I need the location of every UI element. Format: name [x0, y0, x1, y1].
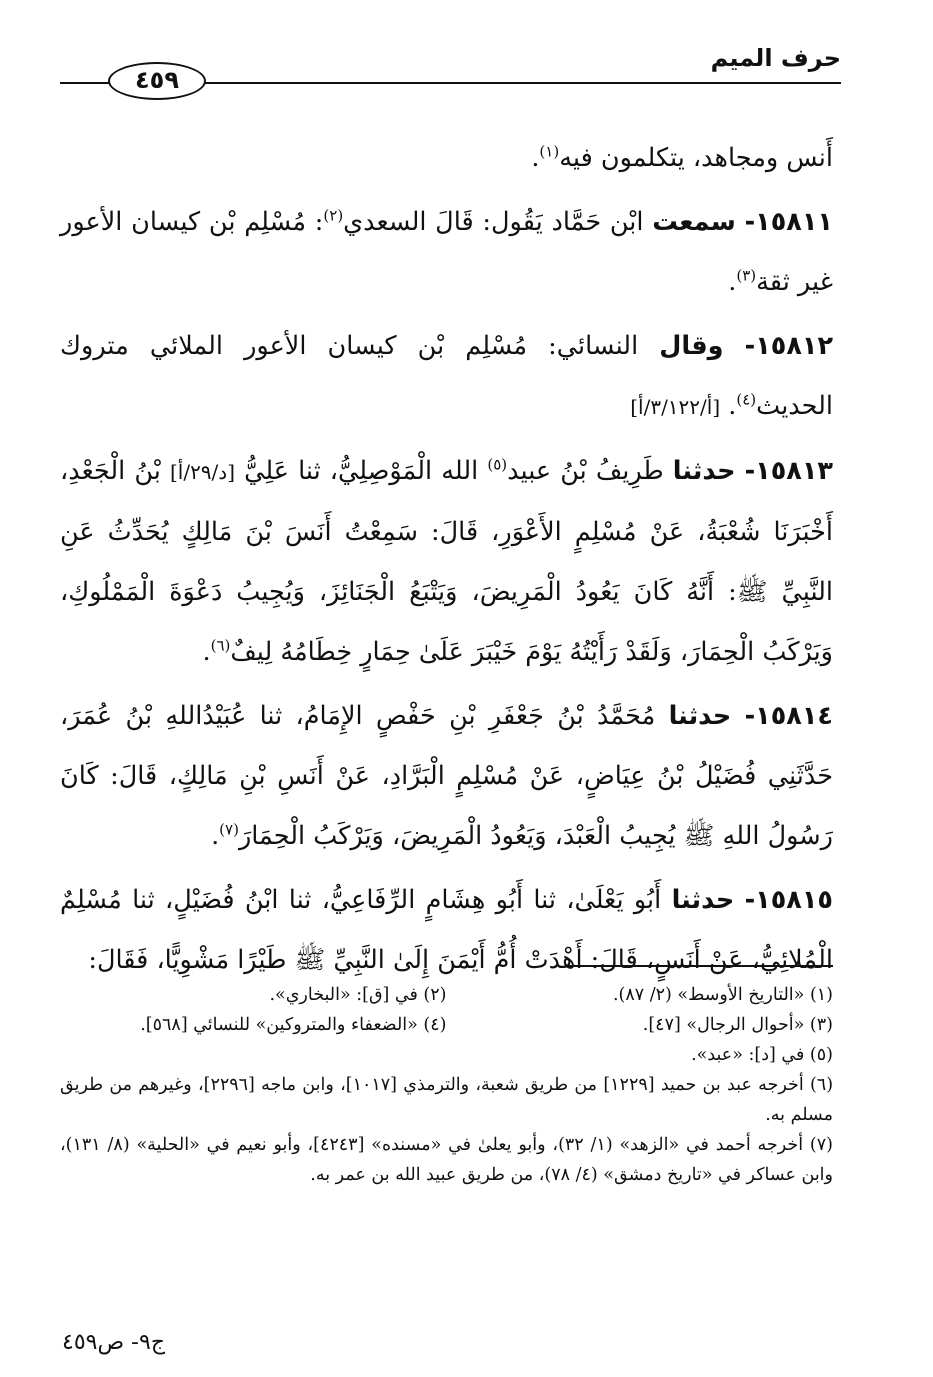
header-rule: [205, 82, 841, 84]
footnote-marker[interactable]: (١): [539, 142, 560, 161]
footnote-2: (٢) في [ق]: «البخاري».: [269, 985, 447, 1005]
paragraph-15813: ١٥٨١٣- حدثنا طَرِيفُ بْنُ عبيد$^{(٥)}$ الله الْمَوْصِلِيُّ، ثنا عَلِيُّ [د/٢٩/أ] بْنُ الْجَعْدِ، أَخْبَرَنَا شُعْبَةُ، عَنْ مُسْلِمٍ الأَعْوَرِ، قَالَ: سَمِعْتُ أَنَسَ بْنَ مَالِكٍ يُحَدِّثُ عَنِ النَّبِيِّ ﷺ: أَنَّهُ كَانَ يَعُودُ الْمَرِيضَ، وَيَتْبَعُ الْجَنَائِزَ، وَيُجِيبُ دَعْوَةَ الْمَمْلُوكِ، وَيَرْكَبُ الْحِمَارَ، وَلَقَدْ رَأَيْتُهُ يَوْمَ خَيْبَرَ عَلَىٰ حِمَارٍ خِطَامُهُ لِيفٌ$^{(٦)}$.: [60, 455, 833, 667]
footnote-5: (٥) في [د]: «عبد».: [691, 1045, 833, 1065]
entry-keyword: حدثنا: [672, 456, 736, 486]
manuscript-ref: [د/٢٩/أ]: [169, 460, 235, 484]
footnote-marker[interactable]: (٦): [210, 636, 231, 655]
paragraph-15811: ١٥٨١١- سمعت ابْن حَمَّاد يَقُول: قَالَ السعدي$^{(٢)}$: مُسْلِم بْن كيسان الأعور غير ثقة$^{(٣)}$.: [60, 206, 833, 297]
entry-keyword: حدثنا: [671, 885, 735, 915]
entry-number: ١٥٨١٥-: [744, 885, 833, 915]
footnote-marker[interactable]: (٥): [487, 455, 508, 474]
entry-number: ١٥٨١٤-: [744, 701, 833, 731]
entry-keyword: حدثنا: [668, 701, 732, 731]
entry-keyword: سمعت: [652, 207, 736, 237]
entry-number: ١٥٨١١-: [744, 207, 833, 237]
footnote-6: (٦) أخرجه عبد بن حميد [١٢٢٩] من طريق شعبة، والترمذي [١٠١٧]، وابن ماجه [٢٢٩٦]، وغيرهم من طريق مسلم به.: [60, 1075, 834, 1125]
footnote-marker[interactable]: (٤): [736, 390, 757, 409]
footnote-marker[interactable]: (٣): [736, 266, 757, 285]
entry-keyword: وقال: [659, 331, 724, 361]
entry-number: ١٥٨١٢-: [744, 331, 834, 361]
paragraph-15815: ١٥٨١٥- حدثنا أَبُو يَعْلَىٰ، ثنا أَبُو هِشَامٍ الرِّفَاعِيُّ، ثنا ابْنُ فُضَيْلٍ، ثنا مُسْلِمٌ الْمُلائِيُّ، عَنْ أَنَسٍ، قَالَ: أَهْدَتْ أُمُّ أَيْمَنَ إِلَىٰ النَّبِيِّ ﷺ طَيْرًا مَشْوِيًّا، فَقَالَ:: [60, 885, 833, 975]
chapter-title: حرف الميم: [710, 44, 841, 72]
header-rule-left: [60, 82, 110, 84]
paragraph-15812: ١٥٨١٢- وقال النسائي: مُسْلِم بْن كيسان الأعور الملائي متروك الحديث$^{(٤)}$. [أ/٣/١٢٢/أ]: [60, 331, 834, 421]
footnote-1: (١) «التاريخ الأوسط» (٢/ ٨٧).: [612, 985, 833, 1005]
footnote-marker[interactable]: (٢): [323, 206, 344, 225]
paragraph-0: أَنس ومجاهد، يتكلمون فيه$^{(١)}$.: [531, 142, 833, 173]
main-text: [60, 128, 833, 994]
footnote-separator: [565, 965, 833, 967]
page-number-badge: ٤٥٩: [108, 62, 206, 100]
footnote-row: [60, 980, 833, 1010]
footnote-7: (٧) أخرجه أحمد في «الزهد» (١/ ٣٢)، وأبو يعلىٰ في «مسنده» [٤٢٤٣]، وأبو نعيم في «الحلية» (٨/ ١٣١)، وابن عساكر في «تاريخ دمشق» (٤/ ٧٨)، من طريق عبيد الله بن عمر به.: [60, 1135, 833, 1185]
footnote-marker[interactable]: (٧): [219, 820, 239, 839]
manuscript-ref: [أ/٣/١٢٢/أ]: [630, 395, 721, 419]
entry-number: ١٥٨١٣-: [744, 456, 833, 486]
volume-page-footer: ج٩- ص٤٥٩: [62, 1330, 166, 1355]
footnote-3: (٣) «أحوال الرجال» [٤٧].: [642, 1015, 833, 1035]
footnote-4: (٤) «الضعفاء والمتروكين» للنسائي [٥٦٨].: [140, 1015, 447, 1035]
footnotes: [60, 980, 833, 1190]
footnote-row: [60, 1010, 833, 1040]
paragraph-15814: ١٥٨١٤- حدثنا مُحَمَّدُ بْنُ جَعْفَرِ بْنِ حَفْصٍ الإِمَامُ، ثنا عُبَيْدُاللهِ بْنُ عُمَرَ، حَدَّثَنِي فُضَيْلُ بْنُ عِيَاضٍ، عَنْ مُسْلِمٍ الْبَرَّادِ، عَنْ أَنَسِ بْنِ مَالِكٍ، قَالَ: كَانَ رَسُولُ اللهِ ﷺ يُجِيبُ الْعَبْدَ، وَيَعُودُ الْمَرِيضَ، وَيَرْكَبُ الْحِمَارَ$^{(٧)}$.: [60, 701, 833, 851]
